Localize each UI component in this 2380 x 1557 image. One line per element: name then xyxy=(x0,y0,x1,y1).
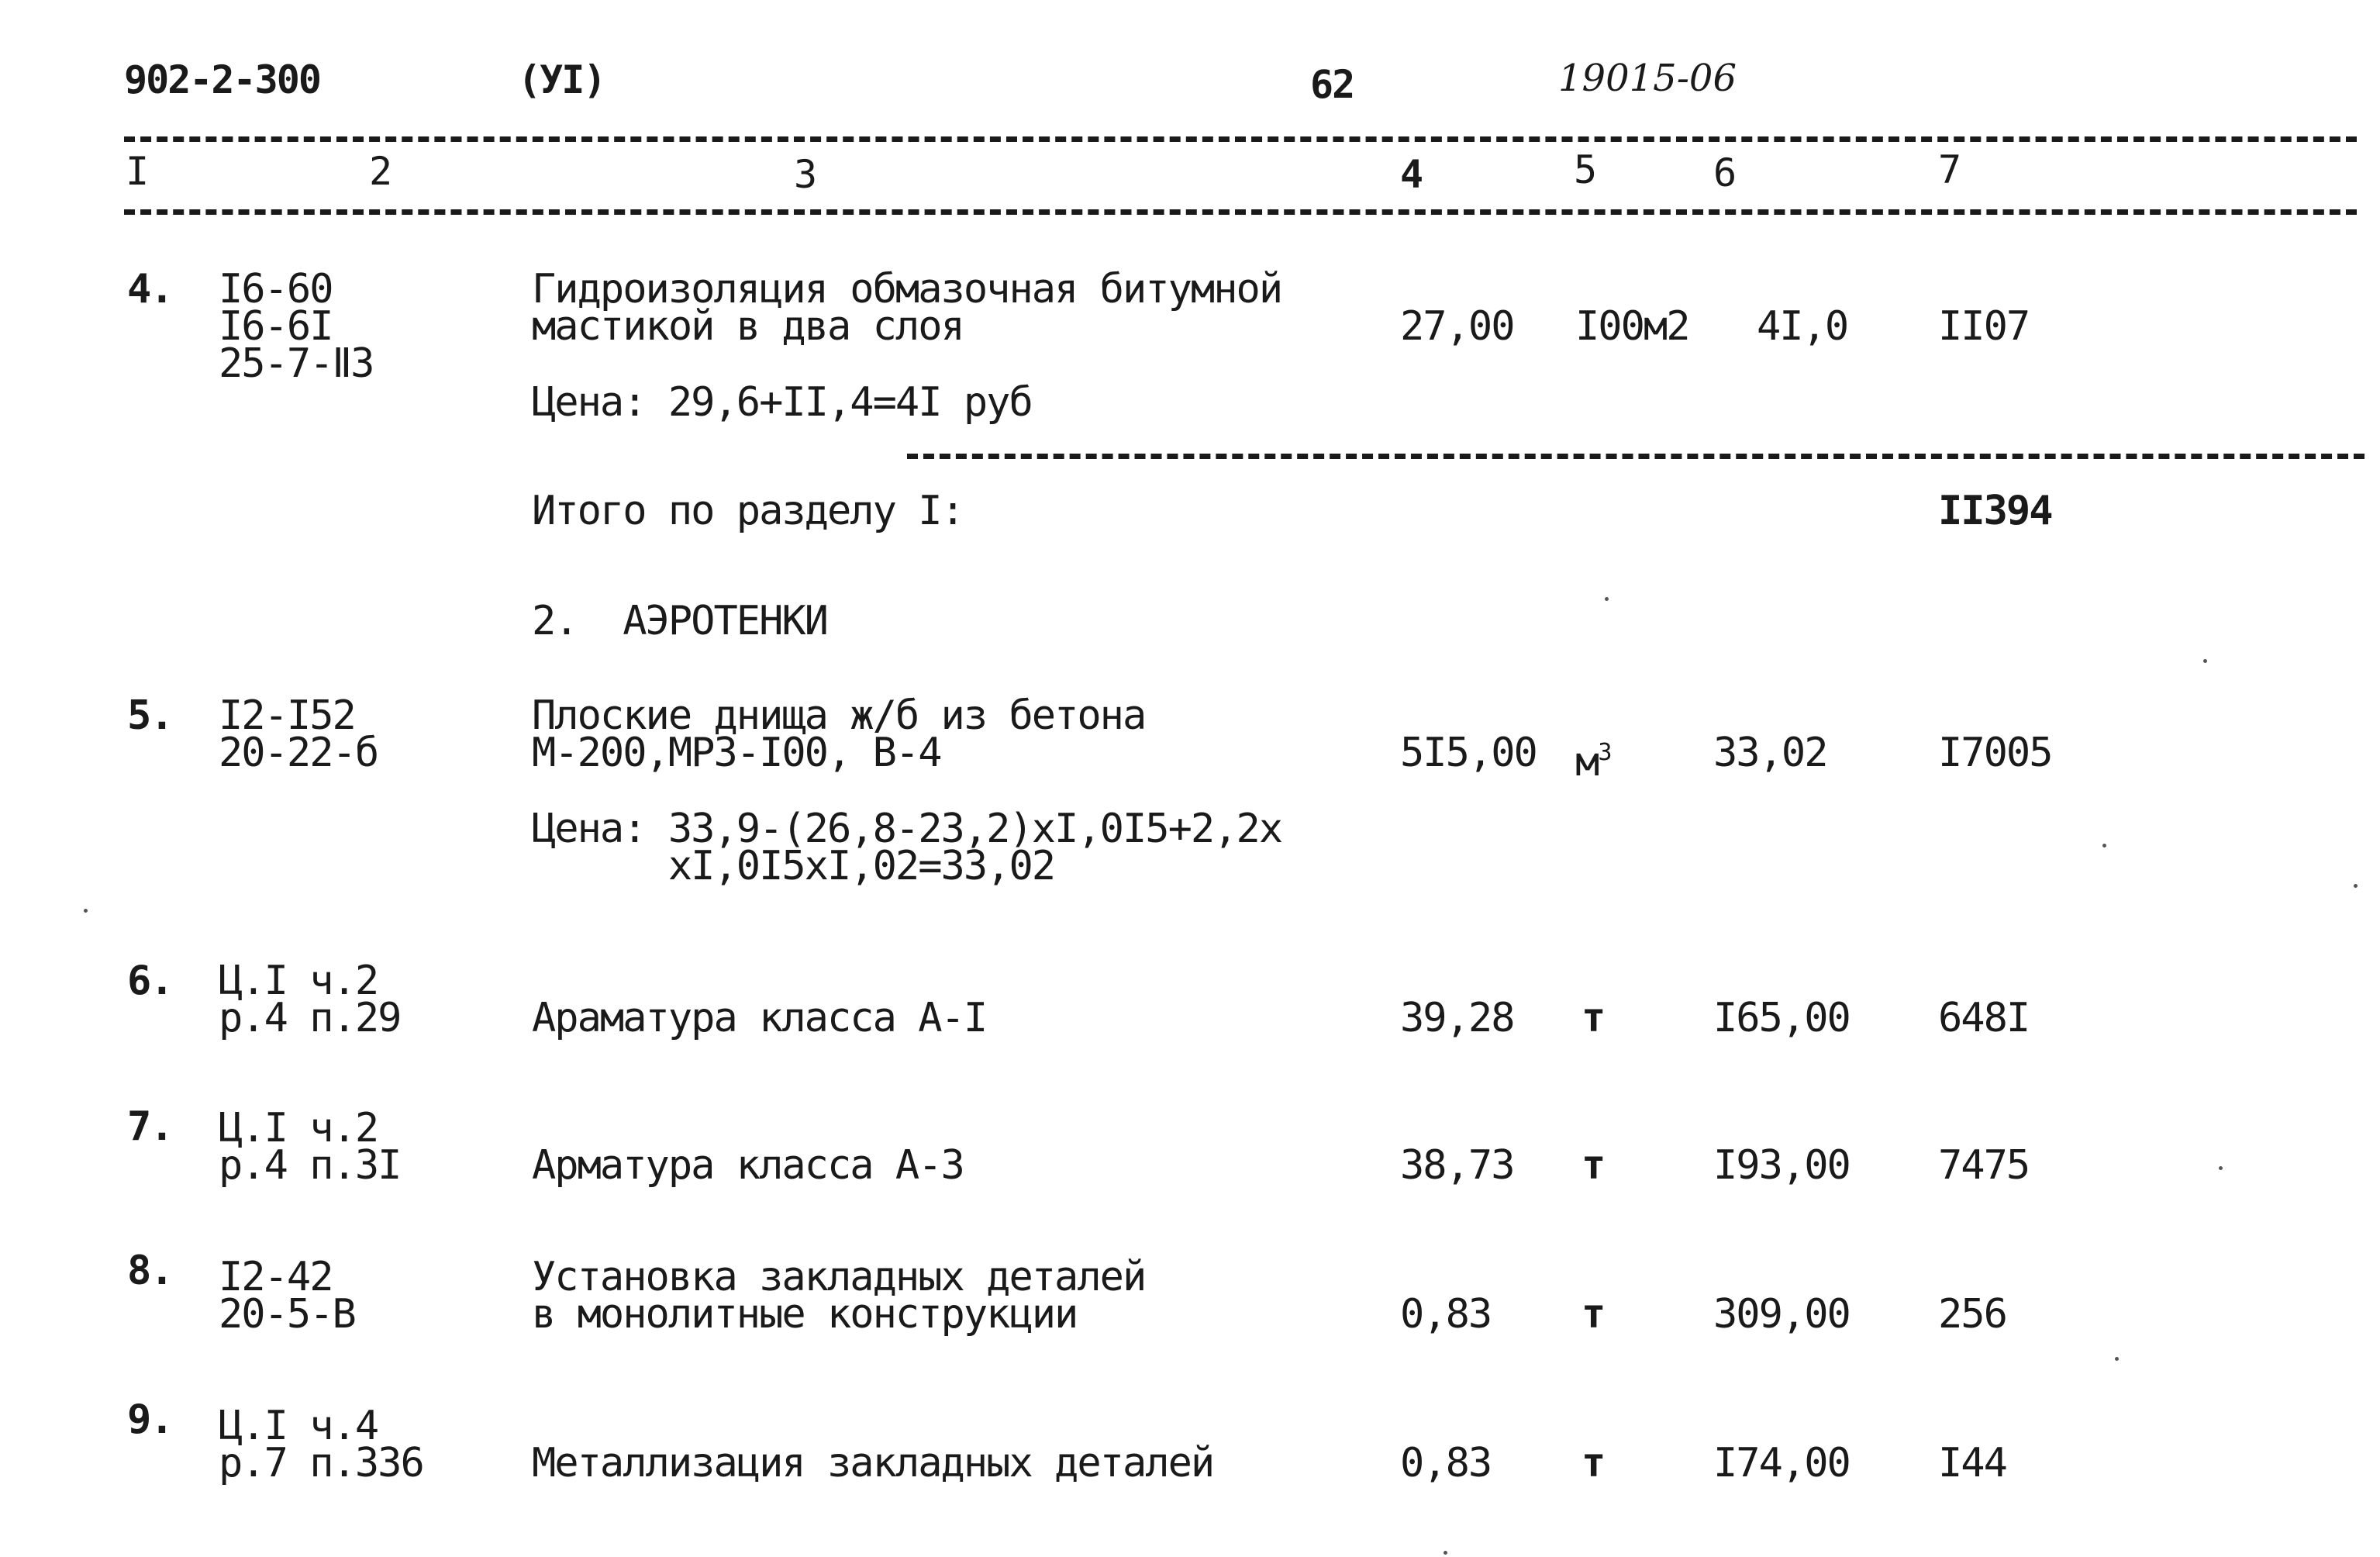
row-rate: 309,00 xyxy=(1713,1291,1850,1338)
row-number: 9. xyxy=(127,1396,173,1443)
row-description: Плоские днища ж/б из бетона xyxy=(532,692,1146,739)
scan-speck xyxy=(1605,597,1609,601)
scan-speck xyxy=(2203,659,2207,663)
section-title: 2. АЭРОТЕНКИ xyxy=(532,598,827,644)
section-mark: (УI) xyxy=(518,57,605,102)
row-price-formula: Цена: 33,9-(26,8-23,2)хI,0I5+2,2х xyxy=(532,806,1282,852)
row-code: р.4 п.3I xyxy=(219,1142,401,1189)
col-header-4: 4 xyxy=(1400,152,1423,197)
subtotal-value: II394 xyxy=(1938,488,2052,534)
row-description: мастикой в два слоя xyxy=(532,303,964,350)
row-number: 7. xyxy=(127,1103,173,1150)
row-rate: 4I,0 xyxy=(1757,303,1848,350)
row-description: Гидроизоляция обмазочная битумной xyxy=(532,266,1282,312)
row-total: 256 xyxy=(1938,1291,2006,1338)
row-total: 648I xyxy=(1938,995,2030,1041)
row-rate: 33,02 xyxy=(1713,730,1827,776)
row-total: I7005 xyxy=(1938,730,2052,776)
scan-speck xyxy=(2102,844,2106,848)
col-header-3: 3 xyxy=(794,152,816,197)
row-unit: т xyxy=(1581,1291,1605,1338)
row-number: 5. xyxy=(127,692,173,739)
row-code: I2-42 xyxy=(219,1254,333,1300)
row-code: 20-5-В xyxy=(219,1291,355,1338)
row-description: Арматура класса А-3 xyxy=(532,1142,964,1189)
row-description: в монолитные конструкции xyxy=(532,1291,1078,1338)
row-code: I2-I52 xyxy=(219,692,355,739)
row-unit: т xyxy=(1581,1142,1605,1189)
doc-code: 902-2-300 xyxy=(124,57,320,102)
row-unit: т xyxy=(1581,995,1605,1041)
row-total: II07 xyxy=(1938,303,2030,350)
row-description: М-200,МРЗ-I00, В-4 xyxy=(532,730,941,776)
scan-speck xyxy=(84,909,88,913)
row-code: Ц.I ч.2 xyxy=(219,1105,378,1151)
header-rule-bottom xyxy=(124,209,2357,215)
row-number: 4. xyxy=(127,266,173,312)
row-code: р.4 п.29 xyxy=(219,995,401,1041)
row-total: 7475 xyxy=(1938,1142,2030,1189)
row-rate: I65,00 xyxy=(1713,995,1850,1041)
row-code: Ц.I ч.2 xyxy=(219,958,378,1004)
row-number: 8. xyxy=(127,1248,173,1294)
col-header-5: 5 xyxy=(1574,147,1596,192)
row-price-formula: хI,0I5хI,02=33,02 xyxy=(532,843,1055,889)
row-unit: I00м2 xyxy=(1575,303,1689,350)
col-header-7: 7 xyxy=(1938,147,1961,192)
row-code: I6-6I xyxy=(219,303,333,350)
row-code: Ц.I ч.4 xyxy=(219,1403,378,1449)
row-description: Установка закладных деталей xyxy=(532,1254,1146,1300)
row-rate: I74,00 xyxy=(1713,1440,1850,1486)
row-quantity: 0,83 xyxy=(1400,1440,1492,1486)
row-description: Араматура класса А-I xyxy=(532,995,987,1041)
row-quantity: 38,73 xyxy=(1400,1142,1514,1189)
row-code: I6-60 xyxy=(219,266,333,312)
scan-speck xyxy=(2115,1357,2119,1361)
handwritten-number: 19015-06 xyxy=(1558,57,1737,100)
col-header-6: 6 xyxy=(1713,150,1736,195)
row-rate: I93,00 xyxy=(1713,1142,1850,1189)
subtotal-rule xyxy=(907,454,2364,459)
row-total: I44 xyxy=(1938,1440,2006,1486)
row-code: 25-7-ⅡЗ xyxy=(219,340,374,387)
scan-speck xyxy=(1444,1551,1447,1555)
row-number: 6. xyxy=(127,958,173,1004)
unit-superscript: 3 xyxy=(1598,739,1611,766)
row-quantity: 5I5,00 xyxy=(1400,730,1537,776)
row-price-formula: Цена: 29,6+II,4=4I руб xyxy=(532,379,1032,426)
header-rule-top xyxy=(124,136,2357,142)
row-quantity: 0,83 xyxy=(1400,1291,1492,1338)
row-quantity: 27,00 xyxy=(1400,303,1514,350)
row-quantity: 39,28 xyxy=(1400,995,1514,1041)
row-unit: $м^3$ xyxy=(1575,739,1611,785)
scan-speck xyxy=(2354,884,2358,888)
row-code: 20-22-б xyxy=(219,730,378,776)
row-code: р.7 п.336 xyxy=(219,1440,423,1486)
col-header-2: 2 xyxy=(369,149,391,194)
scan-speck xyxy=(2219,1166,2223,1170)
row-unit: т xyxy=(1581,1440,1605,1486)
row-description: Металлизация закладных деталей xyxy=(532,1440,1214,1486)
col-header-1: I xyxy=(126,149,148,194)
subtotal-label: Итого по разделу I: xyxy=(532,488,964,534)
page-number: 62 xyxy=(1310,62,1354,107)
